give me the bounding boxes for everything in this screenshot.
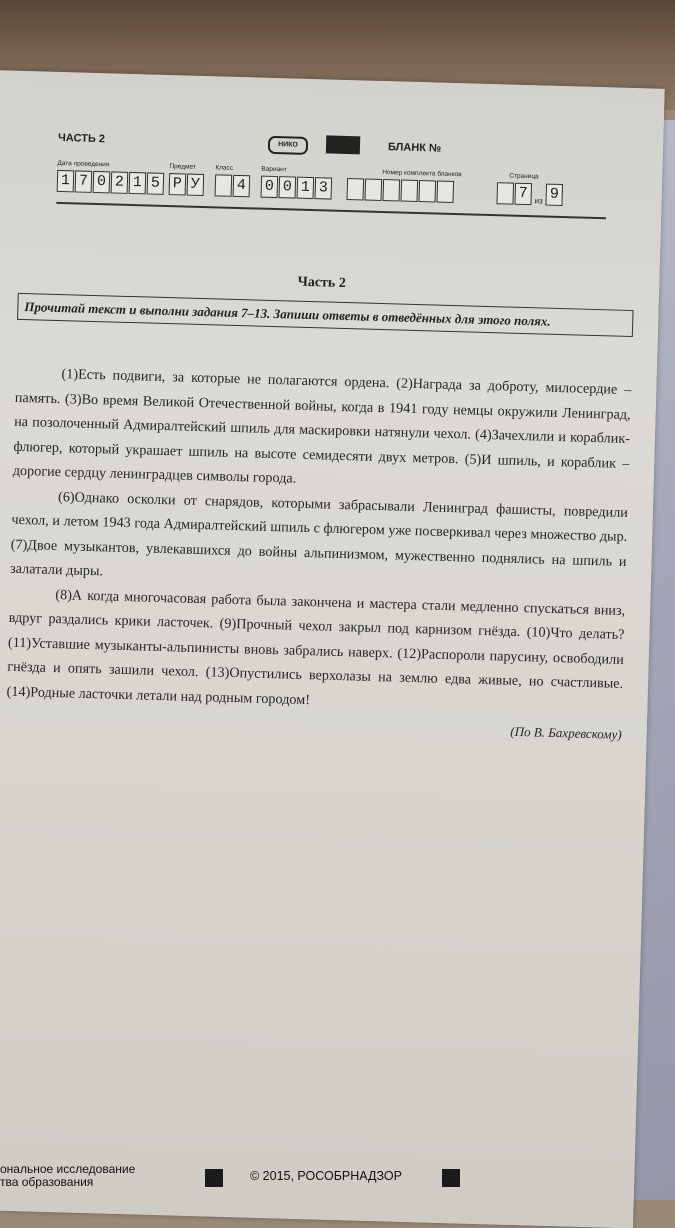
text-paragraph: (1)Есть подвиги, за которые не полагаются ордена. (2)Награда за доброту, милосердие – память. (3)Во время Великой Отечественной войны, когда в 1941 году немцы окружили Ленинград, на позолоченный Адмиралтейский шпиль для маскировки натянули чехол. (4)Зачехлили и кораблик-флюгер, который украшает шпиль на высоте семидесяти двух метров. (5)И шпиль, и кораблик – дорогие сердцу ленинградцев символы города. [12, 366, 632, 487]
reading-text [6, 361, 632, 748]
page-footer [0, 1163, 675, 1200]
kit-cell [365, 179, 383, 201]
class-field-label: Класс [215, 164, 234, 172]
black-square-icon [205, 1169, 223, 1187]
subject-cell: Р [169, 173, 187, 195]
sheet-header [57, 131, 598, 206]
page-field-label: Страница [509, 172, 539, 181]
subject-field-label: Предмет [169, 163, 196, 171]
page-cell: 7 [514, 183, 532, 205]
footer-line: ональное исследование [0, 1162, 136, 1176]
date-cell: 1 [57, 170, 75, 192]
page-cells [496, 182, 563, 206]
date-cell: 7 [75, 170, 93, 192]
class-cell [215, 174, 233, 196]
niko-logo: НИКО [268, 136, 308, 155]
variant-cells [261, 176, 333, 200]
subject-cells [169, 173, 205, 196]
copyright-text: © 2015, РОСОБРНАДЗОР [250, 1169, 402, 1183]
page-separator: из [534, 196, 543, 206]
kit-cell [418, 180, 436, 202]
variant-cell: 0 [279, 176, 297, 198]
page-cell [496, 182, 514, 204]
blank-number-label: БЛАНК № [387, 141, 442, 155]
variant-cell: 1 [297, 177, 315, 199]
part-label: ЧАСТЬ 2 [57, 131, 106, 146]
black-square-icon [442, 1169, 460, 1187]
variant-field-label: Вариант [261, 165, 287, 174]
date-cell: 2 [111, 171, 129, 193]
kit-number-field-label: Номер комплекта бланков [382, 168, 462, 179]
date-cells [57, 170, 165, 195]
barcode-mark-icon [326, 135, 360, 154]
text-paragraph: (6)Однако осколки от снарядов, которыми забрасывали Ленинград фашисты, повредили чехол, и летом 1943 года Адмиралтейский шпиль с флюгером уже посверкивал через множество дыр. (7)Двое музыкантов, увлекавшихся до войны альпинизмом, мужественно поднялись на шпиль и залатали дыры. [9, 488, 629, 580]
variant-cell: 3 [315, 177, 333, 199]
kit-cell [347, 178, 365, 200]
kit-cell [400, 180, 418, 202]
kit-number-cells [347, 178, 455, 203]
page-total-cell: 9 [546, 184, 564, 206]
exam-sheet [0, 70, 665, 1228]
date-cell: 0 [93, 171, 111, 193]
kit-cell [382, 179, 400, 201]
subject-cell: У [187, 174, 205, 196]
variant-cell: 0 [261, 176, 279, 198]
class-cells [215, 174, 251, 197]
text-paragraph: (8)А когда многочасовая работа была закончена и мастера стали медленно спускаться вниз, вдруг раздались крики ласточек. (9)Прочный чехол закрыл под карнизом гнёзда. (10)Что делать? (11)Уставшие музыканты-альпинисты вновь забрались наверх. (12)Распороли парусину, освободили гнёзда и опять зашили чехол. (13)Опустились верхолазы на землю едва живые, но счастливые. (14)Родные ласточки летали над родным городом! [6, 586, 626, 708]
date-field-label: Дата проведения [57, 159, 110, 169]
footer-organization [0, 1163, 135, 1189]
text-author: (По В. Бахревскому) [510, 723, 622, 742]
class-cell: 4 [233, 175, 251, 197]
kit-cell [436, 181, 454, 203]
date-cell: 5 [147, 172, 165, 194]
section-title: Часть 2 [297, 274, 347, 292]
task-instruction: Прочитай текст и выполни задания 7–13. Запиши ответы в отведённых для этого полях. [17, 293, 634, 337]
date-cell: 1 [129, 172, 147, 194]
footer-line: тва образования [0, 1175, 94, 1189]
